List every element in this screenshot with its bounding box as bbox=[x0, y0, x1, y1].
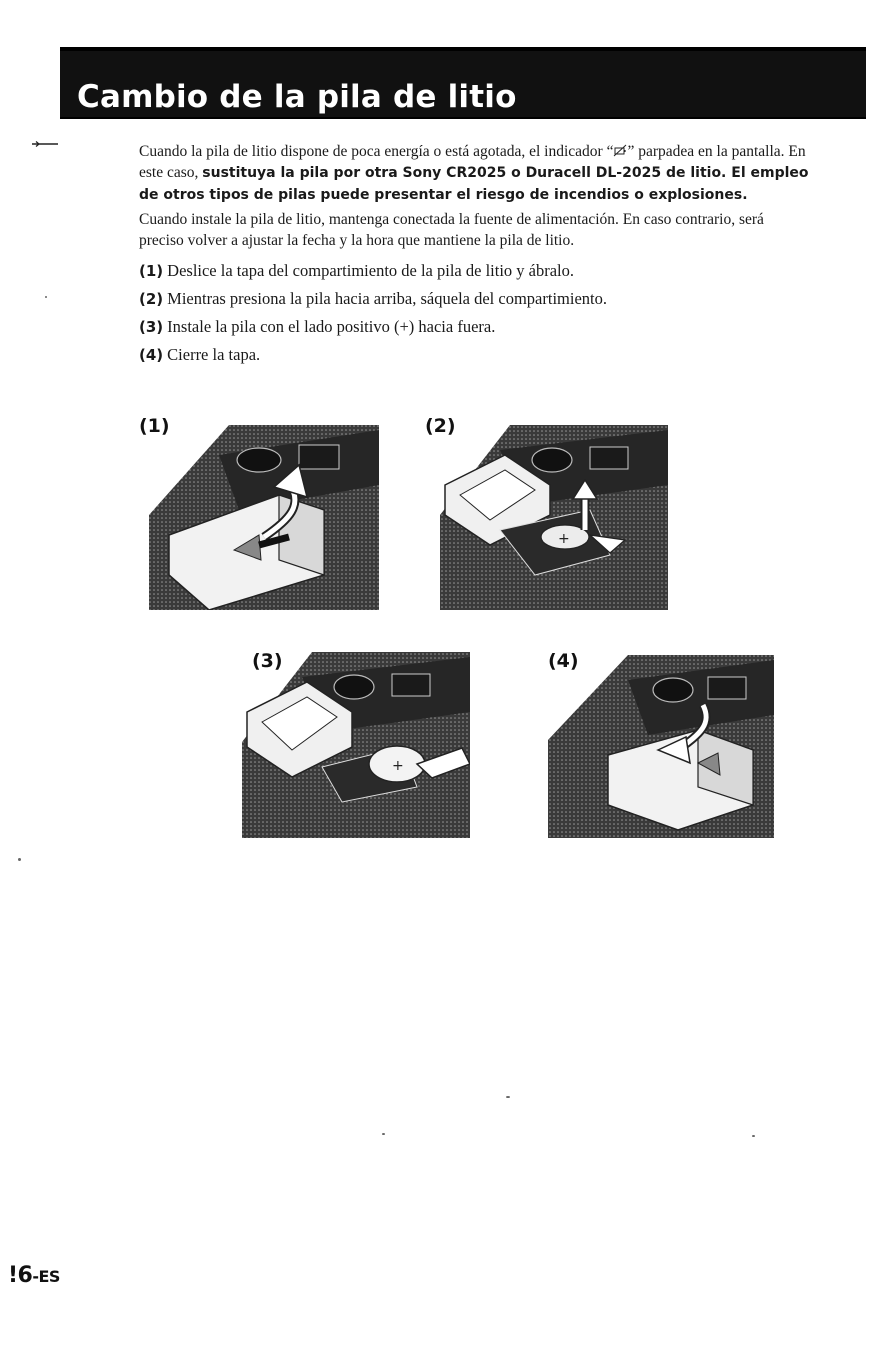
power-note-paragraph: Cuando instale la pila de litio, mantenga conectada la fuente de alimentación. En caso contrario, será preciso volver a ajustar la fecha y la hora que mantiene la pila de litio. bbox=[139, 211, 764, 249]
figure-4-label: (4) bbox=[548, 650, 579, 672]
figure-1-open-cover bbox=[149, 425, 379, 610]
instructions-body bbox=[139, 141, 809, 369]
section-title-bar bbox=[60, 47, 866, 119]
page-title: Cambio de la pila de litio bbox=[77, 79, 517, 115]
figure-3-insert-battery bbox=[242, 652, 470, 838]
step-item: (3) Instale la pila con el lado positivo (+) hacia fuera. bbox=[139, 317, 496, 336]
steps-list bbox=[139, 257, 809, 369]
step-item: (2) Mientras presiona la pila hacia arriba, sáquela del compartimiento. bbox=[139, 289, 607, 308]
page-number: !6-ES bbox=[8, 1263, 60, 1288]
svg-text:+: + bbox=[392, 758, 404, 774]
scan-speck bbox=[382, 1133, 385, 1135]
figure-2-remove-battery bbox=[440, 425, 668, 610]
scan-speck bbox=[752, 1135, 755, 1137]
step-item: (1) Deslice la tapa del compartimiento de la pila de litio y ábralo. bbox=[139, 261, 575, 280]
figure-1-label: (1) bbox=[139, 415, 170, 437]
svg-text:+: + bbox=[558, 531, 570, 547]
figure-3-label: (3) bbox=[252, 650, 283, 672]
figure-4-close-cover bbox=[548, 655, 774, 838]
margin-mark-icon bbox=[30, 141, 60, 147]
battery-indicator-icon bbox=[613, 144, 627, 157]
intro-paragraph: Cuando la pila de litio dispone de poca energía o está agotada, el indicador “ ” parpadea en la pantalla. En este caso, sustituya la pila por otra Sony CR2025 o Duracell DL-2025 de litio. El empleo de otros tipos de pilas puede presentar el riesgo de incendios o explosiones. bbox=[139, 143, 809, 203]
scan-speck bbox=[18, 858, 21, 861]
figure-2-label: (2) bbox=[425, 415, 456, 437]
scan-speck bbox=[45, 296, 47, 298]
step-item: (4) Cierre la tapa. bbox=[139, 345, 261, 364]
scan-speck bbox=[506, 1096, 510, 1098]
warning-text: sustituya la pila por otra Sony CR2025 o Duracell DL-2025 de litio. El empleo de otros tipos de pilas puede presentar el riesgo de incendios o explosiones. bbox=[139, 165, 809, 203]
